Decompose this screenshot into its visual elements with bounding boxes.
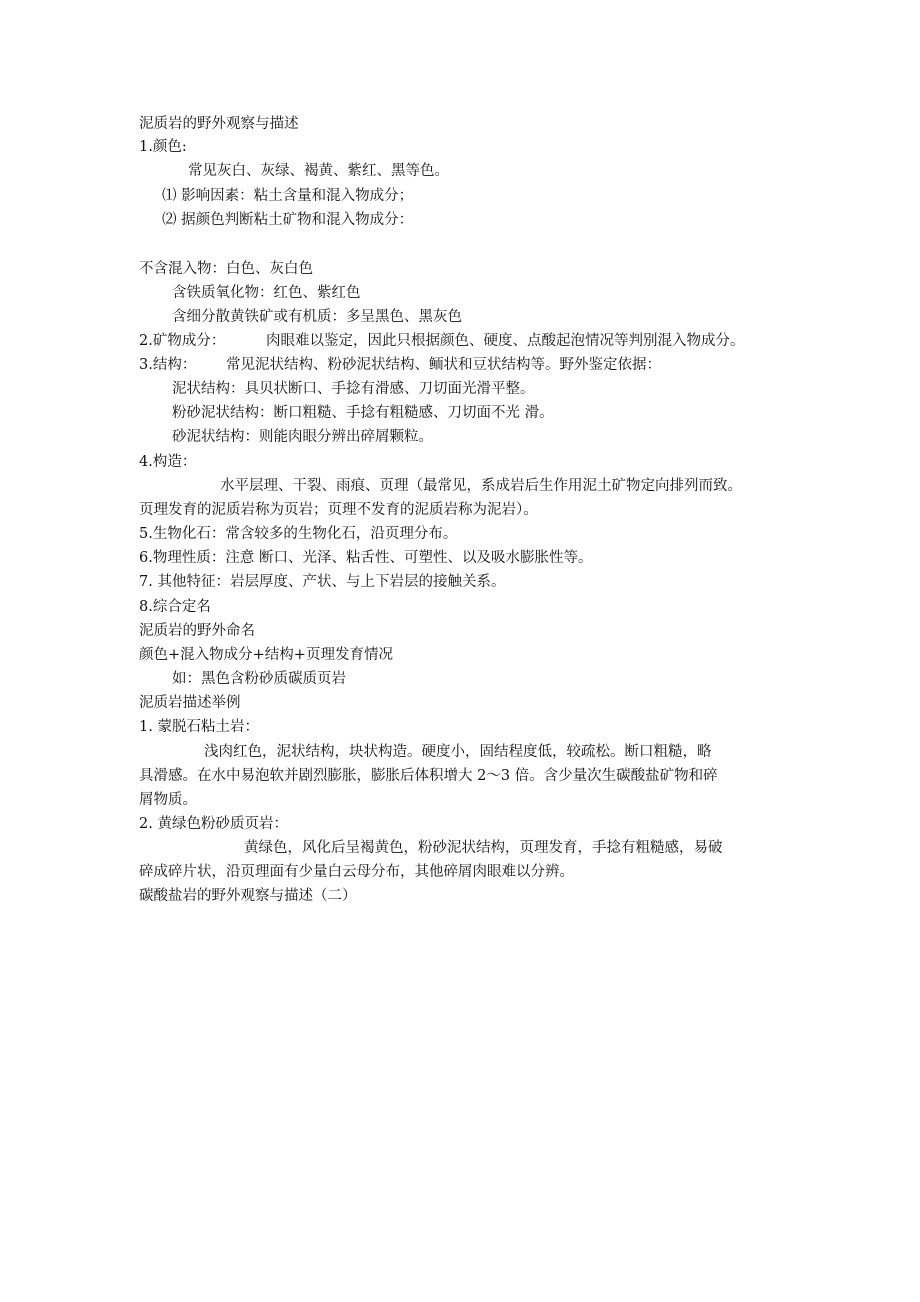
silty-texture-line: 粉砂泥状结构：断口粗糙、手捻有粗糙感、刀切面不光 滑。 — [172, 405, 554, 421]
example-1-line-2: 具滑感。在水中易泡软并剧烈膨胀，膨胀后体积增大 2～3 倍。含少量次生碳酸盐矿物和碎 — [139, 768, 718, 784]
color-factor-2: ⑵ 据颜色判断粘土矿物和混入物成分： — [162, 212, 414, 228]
example-1-line-3: 屑物质。 — [139, 792, 197, 808]
iron-oxide-line: 含铁质氧化物：红色、紫红色 — [172, 285, 361, 301]
example-1-title: 1. 蒙脱石粘土岩： — [139, 719, 259, 735]
no-mixture-line: 不含混入物：白色、灰白色 — [139, 261, 313, 277]
color-heading: 1.颜色: — [139, 139, 187, 155]
field-naming-line: 泥质岩的野外命名 — [139, 623, 255, 639]
mud-texture-line: 泥状结构：具贝状断口、手捻有滑感、刀切面光滑平整。 — [172, 381, 535, 397]
structure-label: 3.结构： — [139, 357, 197, 373]
construction-line-2: 页理发育的泥质岩称为页岩；页理不发育的泥质岩称为泥岩）。 — [139, 502, 538, 518]
other-features-line: 7. 其他特征：岩层厚度、产状、与上下岩层的接触关系。 — [139, 574, 506, 590]
color-factor-1: ⑴ 影响因素：粘土含量和混入物成分； — [162, 188, 414, 204]
fossils-line: 5.生物化石：常含较多的生物化石，沿页理分布。 — [139, 526, 458, 542]
next-section-title: 碳酸盐岩的野外观察与描述（二） — [139, 888, 357, 904]
sandy-texture-line: 砂泥状结构：则能肉眼分辨出碎屑颗粒。 — [172, 429, 433, 445]
mineral-text: 肉眼难以鉴定，因此只根据颜色、硬度、点酸起泡情况等判别混入物成分。 — [266, 333, 745, 349]
physical-line: 6.物理性质：注意 断口、光泽、粘舌性、可塑性、以及吸水膨胀性等。 — [139, 550, 593, 566]
examples-heading: 泥质岩描述举例 — [139, 695, 241, 711]
pyrite-line: 含细分散黄铁矿或有机质：多呈黑色、黑灰色 — [172, 309, 462, 325]
naming-example-line: 如：黑色含粉砂质碳质页岩 — [172, 671, 346, 687]
structure-text: 常见泥状结构、粉砂泥状结构、鲕状和豆状结构等。野外鉴定依据： — [226, 357, 661, 373]
mineral-label: 2.矿物成分： — [139, 333, 226, 349]
example-2-line-1: 黄绿色，风化后呈褐黄色，粉砂泥状结构，页理发育，手捻有粗糙感，易破 — [244, 840, 723, 856]
document-title: 泥质岩的野外观察与描述 — [139, 116, 299, 132]
example-2-title: 2. 黄绿色粉砂质页岩： — [139, 816, 288, 832]
color-common-text: 常见灰白、灰绿、褐黄、紫红、黑等色。 — [188, 163, 449, 179]
construction-line-1: 水平层理、干裂、雨痕、页理（最常见，系成岩后生作用泥土矿物定向排列而致。 — [220, 478, 742, 494]
construction-heading: 4.构造： — [139, 454, 197, 470]
example-2-line-2: 碎成碎片状，沿页理面有少量白云母分布，其他碎屑肉眼难以分辨。 — [139, 864, 574, 880]
naming-formula-line: 颜色+混入物成分+结构+页理发育情况 — [139, 647, 393, 663]
example-1-line-1: 浅肉红色，泥状结构，块状构造。硬度小，固结程度低，较疏松。断口粗糙，略 — [204, 744, 712, 760]
naming-heading: 8.综合定名 — [139, 599, 211, 615]
